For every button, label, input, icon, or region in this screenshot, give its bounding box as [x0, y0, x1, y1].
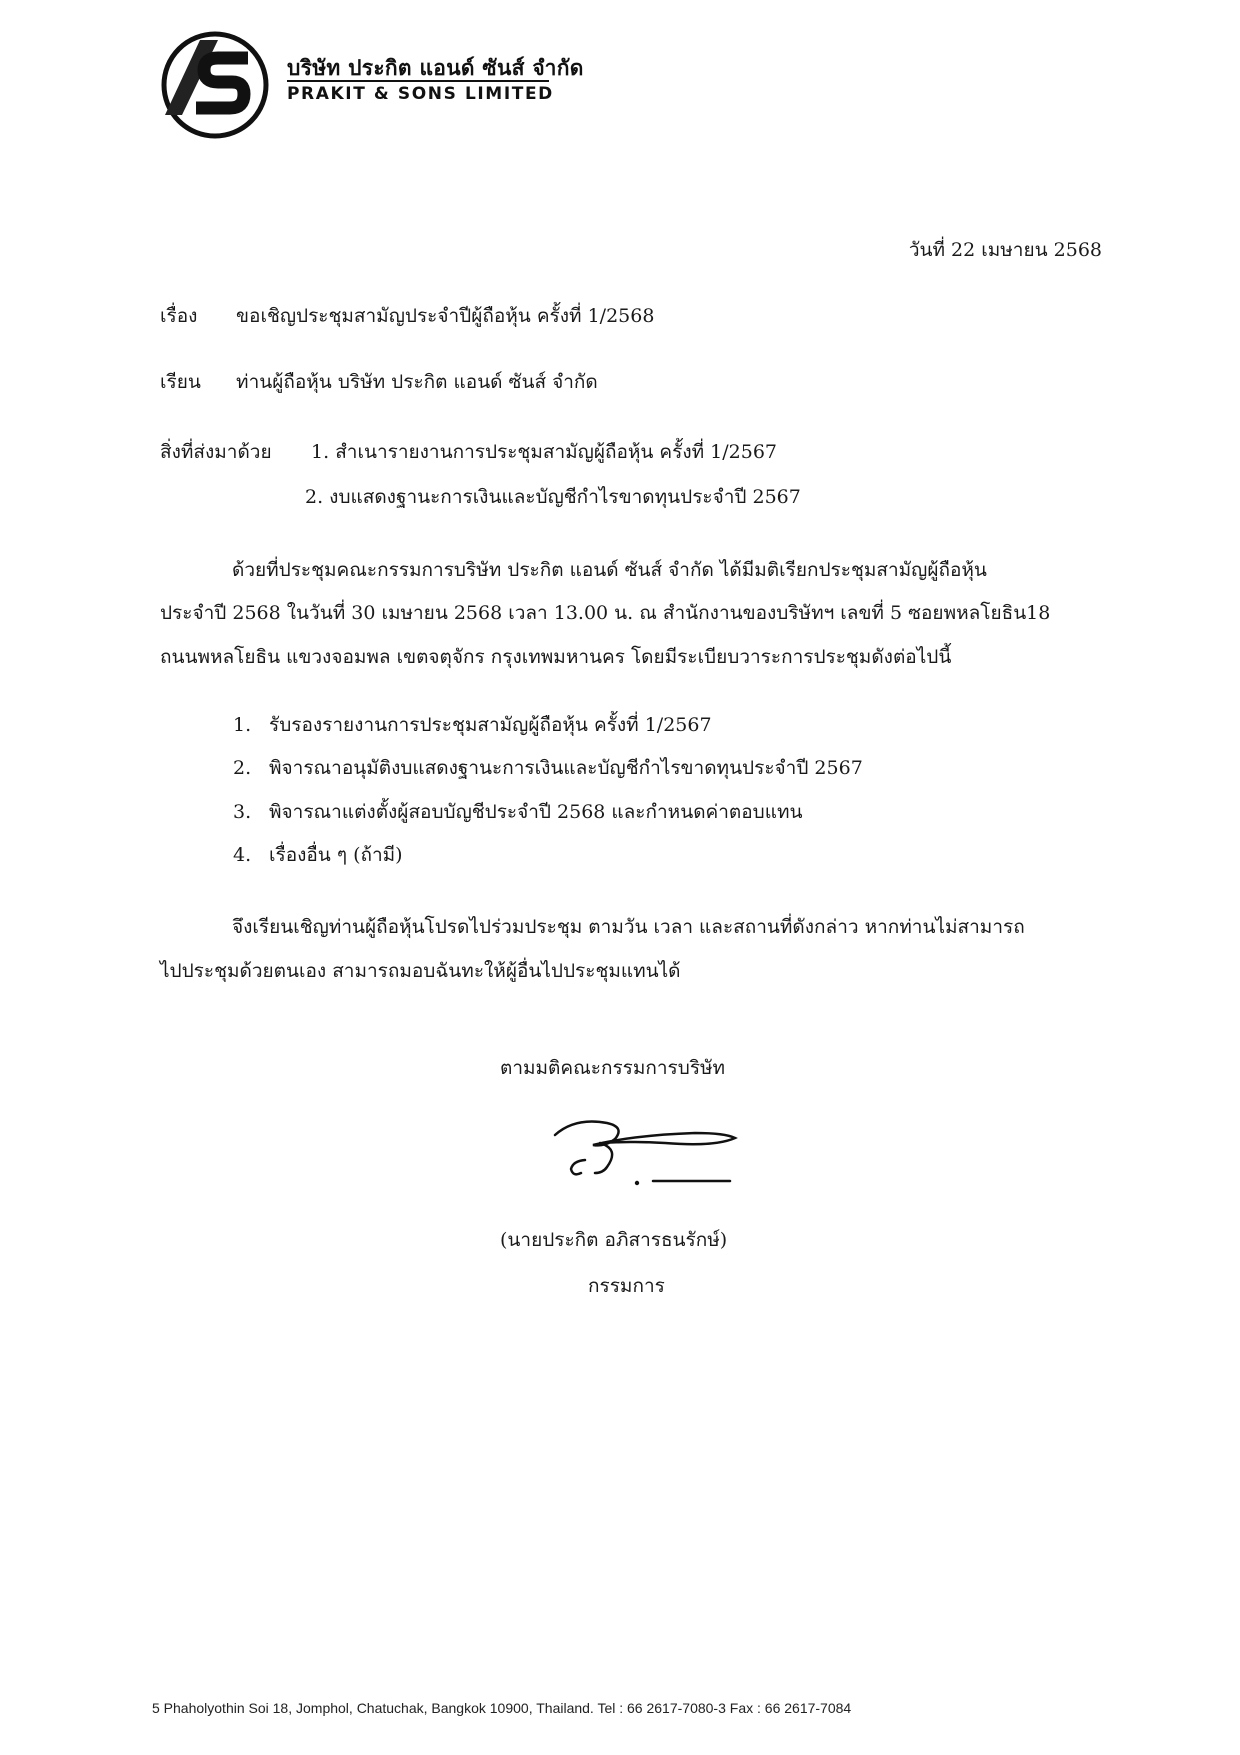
agenda-item [233, 797, 802, 827]
agenda-text: รับรองรายงานการประชุมสามัญผู้ถือหุ้น ครั้งที่ 1/2567 [269, 714, 712, 736]
company-name-english: PRAKIT & SONS LIMITED [287, 84, 554, 104]
agenda-number: 1. [233, 714, 252, 736]
subject-text: ขอเชิญประชุมสามัญประจำปีผู้ถือหุ้น ครั้งที่ 1/2568 [236, 305, 655, 327]
agenda-text: พิจารณาอนุมัติงบแสดงฐานะการเงินและบัญชีกำไรขาดทุนประจำปี 2567 [269, 757, 863, 779]
agenda-number: 2. [233, 757, 252, 779]
signer-name: (นายประกิต อภิสารธนรักษ์) [500, 1229, 728, 1251]
paragraph-line: ประจำปี 2568 ในวันที่ 30 เมษายน 2568 เวลา 13.00 น. ณ สำนักงานของบริษัทฯ เลขที่ 5 ซอยพหลโยธิน18 [160, 602, 1051, 624]
agenda-item [233, 840, 403, 870]
agenda-text: เรื่องอื่น ๆ (ถ้ามี) [269, 844, 403, 866]
company-name-underline [287, 80, 549, 82]
closing-text: ตามมติคณะกรรมการบริษัท [500, 1057, 726, 1079]
paragraph-line: ด้วยที่ประชุมคณะกรรมการบริษัท ประกิต แอนด์ ซันส์ จำกัด ได้มีมติเรียกประชุมสามัญผู้ถือหุ้น [232, 559, 987, 581]
recipient-line [160, 373, 598, 392]
recipient-label: เรียน [160, 371, 201, 393]
company-logo-icon [160, 30, 270, 140]
footer-address: 5 Phaholyothin Soi 18, Jomphol, Chatuchak, Bangkok 10900, Thailand. Tel : 66 2617-7080-3 Fax : 66 2617-7084 [152, 1700, 852, 1716]
agenda-item [233, 710, 712, 740]
enclosure-item: 2. งบแสดงฐานะการเงินและบัญชีกำไรขาดทุนประจำปี 2567 [305, 486, 801, 508]
agenda-number: 4. [233, 844, 252, 866]
handwritten-signature-icon [545, 1105, 745, 1195]
agenda-item [233, 753, 863, 783]
company-name-thai: บริษัท ประกิต แอนด์ ซันส์ จำกัด [287, 56, 584, 80]
enclosures-line-1 [160, 443, 777, 462]
agenda-number: 3. [233, 801, 252, 823]
enclosures-label: สิ่งที่ส่งมาด้วย [160, 441, 272, 463]
subject-label: เรื่อง [160, 305, 198, 327]
paragraph-line: จึงเรียนเชิญท่านผู้ถือหุ้นโปรดไปร่วมประชุม ตามวัน เวลา และสถานที่ดังกล่าว หากท่านไม่สามารถ [232, 916, 1025, 938]
signer-title: กรรมการ [588, 1275, 665, 1297]
agenda-text: พิจารณาแต่งตั้งผู้สอบบัญชีประจำปี 2568 และกำหนดค่าตอบแทน [269, 801, 803, 823]
subject-line [160, 307, 654, 326]
enclosure-item: 1. สำเนารายงานการประชุมสามัญผู้ถือหุ้น ครั้งที่ 1/2567 [311, 441, 778, 463]
enclosures-line-2 [305, 488, 801, 507]
recipient-text: ท่านผู้ถือหุ้น บริษัท ประกิต แอนด์ ซันส์ จำกัด [236, 371, 598, 393]
paragraph-line: ไปประชุมด้วยตนเอง สามารถมอบฉันทะให้ผู้อื่นไปประชุมแทนได้ [160, 960, 681, 982]
paragraph-line: ถนนพหลโยธิน แขวงจอมพล เขตจตุจักร กรุงเทพมหานคร โดยมีระเบียบวาระการประชุมดังต่อไปนี้ [160, 646, 952, 668]
letter-date: วันที่ 22 เมษายน 2568 [908, 239, 1102, 261]
